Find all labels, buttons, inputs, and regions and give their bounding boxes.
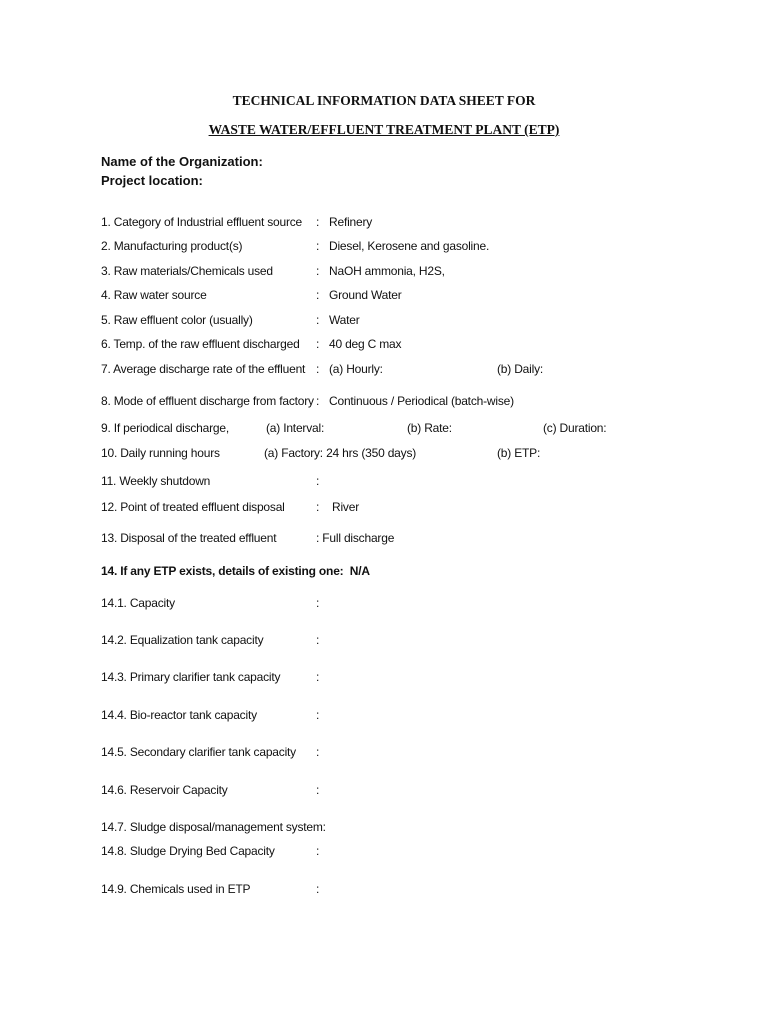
row-8-value: Continuous / Periodical (batch-wise)	[329, 394, 514, 408]
document-title: TECHNICAL INFORMATION DATA SHEET FOR	[232, 93, 536, 108]
row-12-label: 12. Point of treated effluent disposal	[101, 500, 285, 514]
sub-row-14-4-colon: :	[316, 708, 320, 722]
row-1-colon: :	[316, 215, 320, 229]
row-4-value: Ground Water	[329, 288, 402, 302]
row-3-label: 3. Raw materials/Chemicals used	[101, 264, 273, 278]
row-2-value: Diesel, Kerosene and gasoline.	[329, 239, 490, 253]
sub-row-14-7-label: 14.7. Sludge disposal/management system:	[101, 820, 326, 834]
row-9-rate: (b) Rate:	[407, 421, 452, 435]
row-7-value: (a) Hourly:	[329, 362, 383, 376]
row-13-label: 13. Disposal of the treated effluent	[101, 531, 277, 545]
sub-row-14-3-colon: :	[316, 670, 320, 684]
row-4-colon: :	[316, 288, 320, 302]
sub-row-14-8-label: 14.8. Sludge Drying Bed Capacity	[101, 844, 275, 858]
sub-row-14-6-colon: :	[316, 783, 320, 797]
row-1-value: Refinery	[329, 215, 373, 229]
row-8-colon: :	[316, 394, 320, 408]
row-8-label: 8. Mode of effluent discharge from factory	[101, 394, 314, 408]
row-5-colon: :	[316, 313, 320, 327]
row-7-extra: (b) Daily:	[497, 362, 544, 376]
row-14-heading	[101, 564, 370, 578]
project-location-label: Project location:	[101, 173, 203, 188]
row-11-label: 11. Weekly shutdown	[101, 474, 211, 488]
row-5-value: Water	[329, 313, 360, 327]
document-subtitle-text: WASTE WATER/EFFLUENT TREATMENT PLANT (ETP)	[208, 122, 560, 137]
sub-row-14-2-label: 14.2. Equalization tank capacity	[101, 633, 264, 647]
row-10-label: 10. Daily running hours	[101, 446, 220, 460]
row-9-label: 9. If periodical discharge,	[101, 421, 230, 435]
sub-row-14-1-colon: :	[316, 596, 320, 610]
row-9-interval: (a) Interval:	[266, 421, 325, 435]
row-3-value: NaOH ammonia, H2S,	[329, 264, 445, 278]
row-10-factory: (a) Factory: 24 hrs (350 days)	[264, 446, 417, 460]
row-2-label: 2. Manufacturing product(s)	[101, 239, 243, 253]
sub-row-14-5-label: 14.5. Secondary clarifier tank capacity	[101, 745, 296, 759]
row-12-value: River	[332, 500, 360, 514]
row-1-label: 1. Category of Industrial effluent source	[101, 215, 303, 229]
sub-row-14-9-colon: :	[316, 882, 320, 896]
sub-row-14-9-label: 14.9. Chemicals used in ETP	[101, 882, 251, 896]
row-2-colon: :	[316, 239, 320, 253]
document-subtitle	[0, 122, 768, 138]
row-14-value: N/A	[349, 564, 370, 578]
row-6-colon: :	[316, 337, 320, 351]
sub-row-14-8-colon: :	[316, 844, 320, 858]
row-5-label: 5. Raw effluent color (usually)	[101, 313, 253, 327]
row-12-colon: :	[316, 500, 320, 514]
row-6-label: 6. Temp. of the raw effluent discharged	[101, 337, 300, 351]
row-6-value: 40 deg C max	[329, 337, 402, 351]
sub-row-14-2-colon: :	[316, 633, 320, 647]
row-14-label: 14. If any ETP exists, details of existing one:	[101, 564, 344, 578]
row-9-duration: (c) Duration:	[543, 421, 607, 435]
row-11-colon: :	[316, 474, 320, 488]
organization-name-label: Name of the Organization:	[101, 154, 263, 169]
row-3-colon: :	[316, 264, 320, 278]
row-13-value: : Full discharge	[316, 531, 395, 545]
sub-row-14-5-colon: :	[316, 745, 320, 759]
sub-row-14-6-label: 14.6. Reservoir Capacity	[101, 783, 228, 797]
row-4-label: 4. Raw water source	[101, 288, 207, 302]
sub-row-14-1-label: 14.1. Capacity	[101, 596, 175, 610]
sub-row-14-3-label: 14.3. Primary clarifier tank capacity	[101, 670, 281, 684]
row-7-colon: :	[316, 362, 320, 376]
row-7-label: 7. Average discharge rate of the effluent	[101, 362, 306, 376]
sub-row-14-4-label: 14.4. Bio-reactor tank capacity	[101, 708, 257, 722]
row-10-etp: (b) ETP:	[497, 446, 541, 460]
